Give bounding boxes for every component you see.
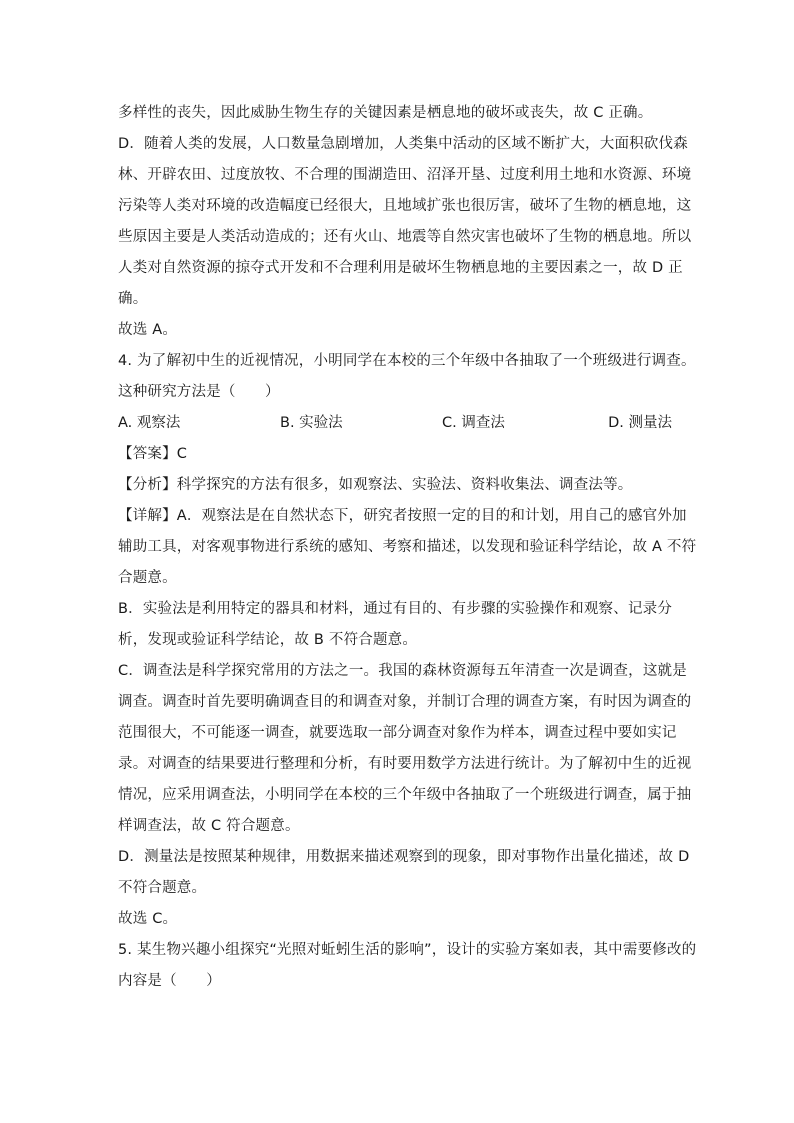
question5-stem-line: 内容是（ ） bbox=[118, 973, 221, 989]
detail-line: 不符合题意。 bbox=[118, 880, 207, 896]
detail-line: 调查。调查时首先要明确调查目的和调查对象，并制订合理的调查方案，有时因为调查的 bbox=[118, 694, 692, 710]
text-line: D．随着人类的发展，人口数量急剧增加，人类集中活动的区域不断扩大，大面积砍伐森 bbox=[118, 136, 688, 152]
answer-line: 【答案】C bbox=[118, 446, 188, 462]
question4 bbox=[118, 346, 697, 935]
detail-line: C．调查法是科学探究常用的方法之一。我国的森林资源每五年清查一次是调查，这就是 bbox=[118, 663, 687, 679]
text-line: 确。 bbox=[118, 291, 148, 307]
text-line: 人类对自然资源的掠夺式开发和不合理利用是破坏生物栖息地的主要因素之一，故 D 正 bbox=[118, 260, 683, 276]
detail-line: 辅助工具，对客观事物进行系统的感知、考察和描述，以发现和验证科学结论，故 A 不符 bbox=[118, 539, 697, 555]
detail-line: D．测量法是按照某种规律，用数据来描述观察到的现象，即对事物作出量化描述，故 D bbox=[118, 849, 690, 865]
question3-explanation-continued bbox=[118, 98, 692, 346]
question5 bbox=[118, 935, 697, 997]
detail-line: 录。对调查的结果要进行整理和分析，有时要用数学方法进行统计。为了解初中生的近视 bbox=[118, 756, 692, 772]
detail-line: B．实验法是利用特定的器具和材料，通过有目的、有步骤的实验操作和观察、记录分 bbox=[118, 601, 673, 617]
text-line: 污染等人类对环境的改造幅度已经很大，且地域扩张也很厉害，破坏了生物的栖息地，这 bbox=[118, 198, 692, 214]
detail-line: 情况，应采用调查法，小明同学在本校的三个年级中各抽取了一个班级进行调查，属于抽 bbox=[118, 787, 692, 803]
conclusion-line: 故选 C。 bbox=[118, 911, 178, 927]
option-a: A. 观察法 bbox=[118, 415, 181, 431]
detail-line: 【详解】A．观察法是在自然状态下，研究者按照一定的目的和计划，用自己的感官外加 bbox=[118, 508, 687, 524]
detail-line: 合题意。 bbox=[118, 570, 177, 586]
analysis-line: 【分析】科学探究的方法有很多，如观察法、实验法、资料收集法、调查法等。 bbox=[118, 477, 633, 493]
option-d: D. 测量法 bbox=[608, 415, 672, 431]
question4-stem-line: 这种研究方法是（ ） bbox=[118, 384, 280, 400]
option-c: C. 调查法 bbox=[442, 415, 505, 431]
text-line: 些原因主要是人类活动造成的；还有火山、地震等自然灾害也破坏了生物的栖息地。所以 bbox=[118, 229, 692, 245]
detail-line: 析，发现或验证科学结论，故 B 不符合题意。 bbox=[118, 632, 418, 648]
detail-line: 样调查法，故 C 符合题意。 bbox=[118, 818, 300, 834]
document-page bbox=[118, 98, 697, 997]
conclusion-line: 故选 A。 bbox=[118, 322, 178, 338]
question5-stem-line: 5. 某生物兴趣小组探究“光照对蚯蚓生活的影响”，设计的实验方案如表，其中需要修改的 bbox=[118, 942, 697, 958]
option-b: B. 实验法 bbox=[280, 415, 343, 431]
question4-stem-line: 4. 为了解初中生的近视情况，小明同学在本校的三个年级中各抽取了一个班级进行调查。 bbox=[118, 353, 696, 369]
question4-options bbox=[118, 408, 674, 439]
text-line: 林、开辟农田、过度放牧、不合理的围湖造田、沼泽开垦、过度利用土地和水资源、环境 bbox=[118, 167, 692, 183]
detail-line: 范围很大，不可能逐一调查，就要选取一部分调查对象作为样本，调查过程中要如实记 bbox=[118, 725, 677, 741]
text-line: 多样性的丧失，因此威胁生物生存的关键因素是栖息地的破坏或丧失，故 C 正确。 bbox=[118, 105, 653, 121]
